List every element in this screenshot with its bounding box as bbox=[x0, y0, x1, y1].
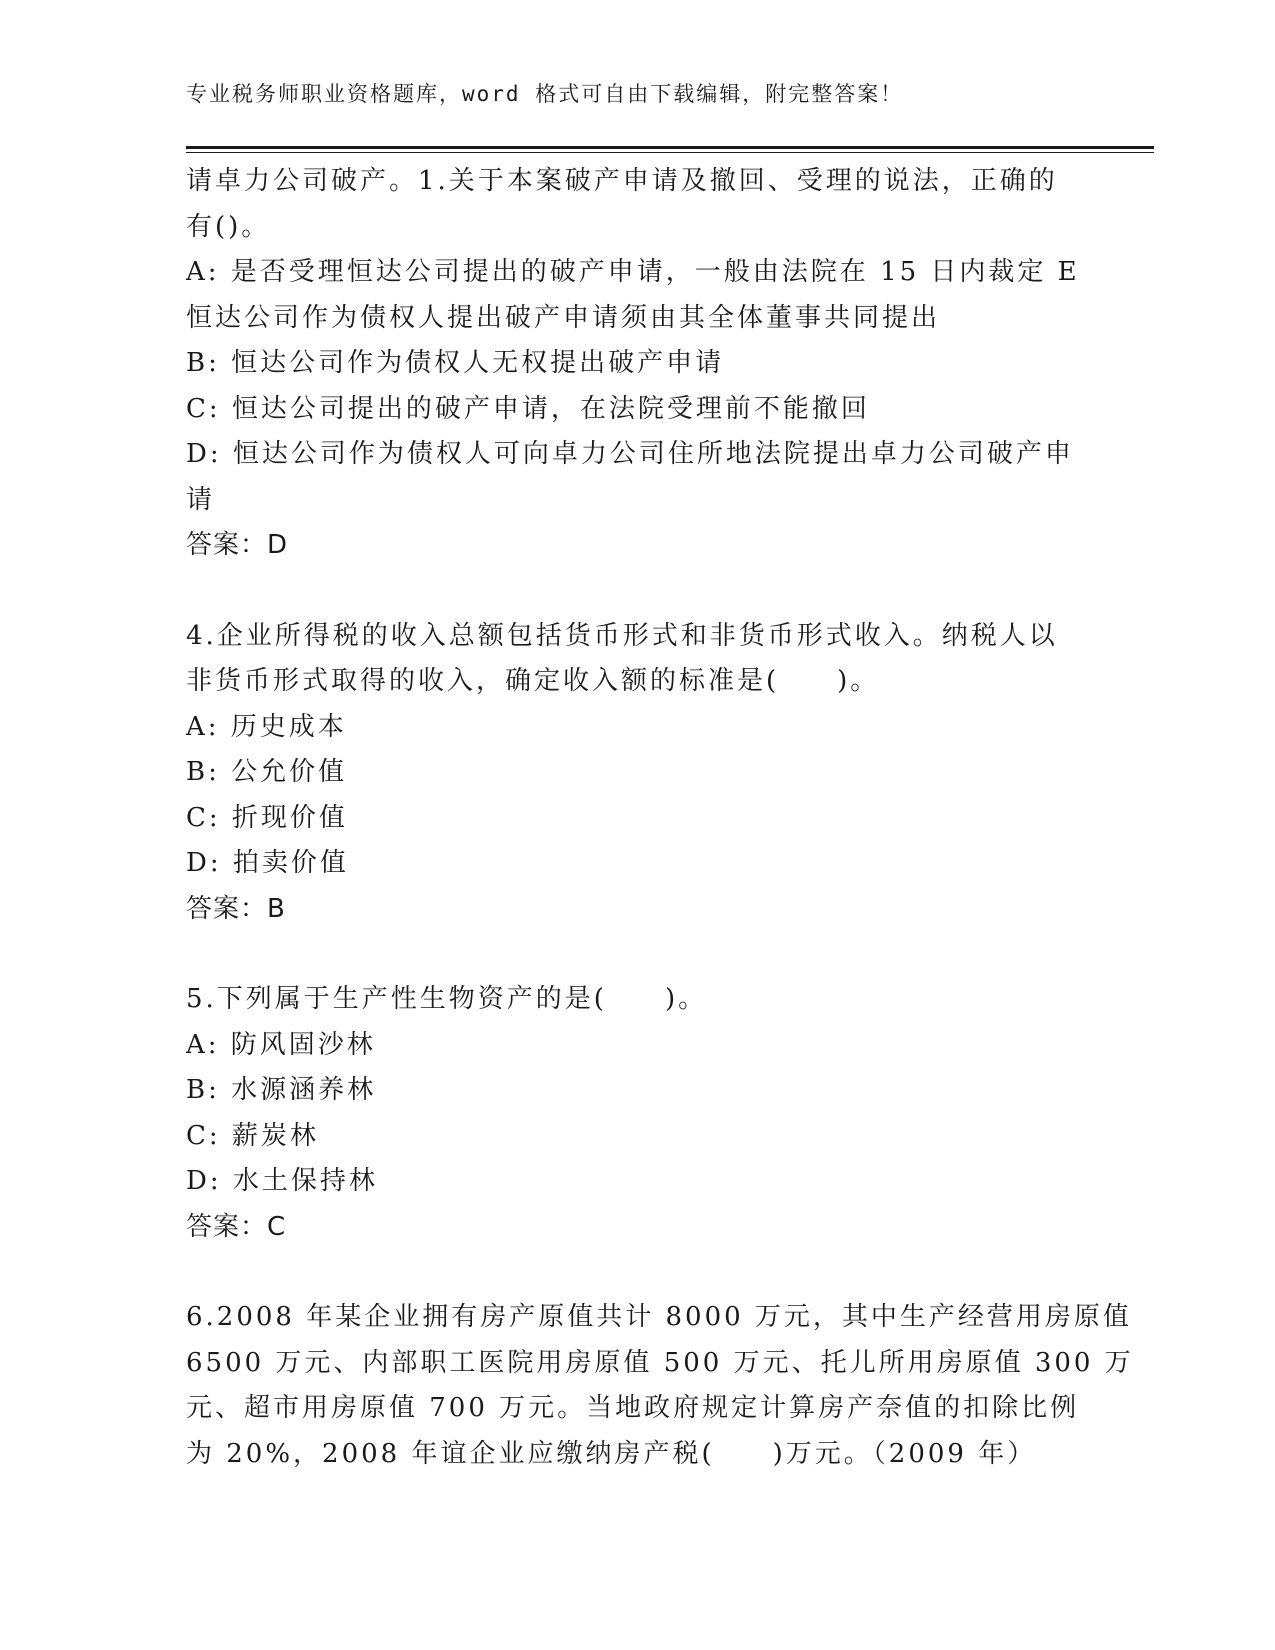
question-stem-line: 元、超市用房原值 700 万元。当地政府规定计算房产奈值的扣除比例 bbox=[186, 1393, 1080, 1423]
option-c: C: 薪炭林 bbox=[186, 1120, 319, 1151]
option-d: D: 恒达公司作为债权人可向卓力公司住所地法院提出卓力公司破产申 bbox=[186, 439, 1074, 469]
question-stem-line: 非货币形式取得的收入，确定收入额的标准是( )。 bbox=[186, 666, 880, 696]
option-a-continued: 恒达公司作为债权人提出破产申请须由其全体董事共同提出 bbox=[186, 302, 941, 333]
answer: 答案：D bbox=[186, 530, 289, 560]
question-stem-line: 为 20%，2008 年谊企业应缴纳房产税( )万元。（2009 年） bbox=[186, 1438, 1037, 1469]
document-content bbox=[186, 159, 1134, 1477]
option-a: A: 防风固沙林 bbox=[186, 1029, 376, 1060]
question-6 bbox=[186, 1295, 1134, 1477]
question-stem-line: 6.2008 年某企业拥有房产原值共计 8000 万元，其中生产经营用房原值 bbox=[186, 1302, 1132, 1332]
spacer bbox=[186, 1250, 1106, 1295]
question-3 bbox=[186, 159, 1106, 569]
spacer bbox=[186, 569, 1106, 614]
spacer bbox=[186, 932, 1106, 977]
answer: 答案：C bbox=[186, 1211, 287, 1242]
option-a: A: 是否受理恒达公司提出的破产申请，一般由法院在 15 日内裁定 E bbox=[186, 257, 1080, 287]
question-stem-line: 有()。 bbox=[186, 211, 271, 242]
question-stem-line: 6500 万元、内部职工医院用房原值 500 万元、托儿所用房原值 300 万 bbox=[186, 1347, 1134, 1378]
option-b: B: 公允价值 bbox=[186, 757, 348, 787]
option-d: D: 拍卖价值 bbox=[186, 848, 349, 878]
option-a: A: 历史成本 bbox=[186, 711, 347, 742]
option-b: B: 恒达公司作为债权人无权提出破产申请 bbox=[186, 348, 725, 378]
option-c: C: 折现价值 bbox=[186, 802, 348, 833]
question-stem-line: 请卓力公司破产。1.关于本案破产申请及撤回、受理的说法，正确的 bbox=[186, 166, 1058, 196]
header-rule-thick bbox=[186, 146, 1154, 149]
option-d-continued: 请 bbox=[186, 484, 216, 515]
page-header: 专业税务师职业资格题库，word 格式可自由下载编辑，附完整答案！ bbox=[186, 82, 904, 106]
header-rule-thin bbox=[186, 152, 1154, 153]
option-c: C: 恒达公司提出的破产申请，在法院受理前不能撤回 bbox=[186, 393, 870, 424]
option-b: B: 水源涵养林 bbox=[186, 1075, 377, 1105]
answer: 答案：B bbox=[186, 893, 286, 924]
question-stem-line: 5.下列属于生产性生物资产的是( )。 bbox=[186, 984, 708, 1014]
question-4 bbox=[186, 614, 1106, 933]
question-5 bbox=[186, 977, 1106, 1250]
question-stem-line: 4.企业所得税的收入总额包括货币形式和非货币形式收入。纳税人以 bbox=[186, 620, 1058, 651]
option-d: D: 水土保持林 bbox=[186, 1166, 378, 1196]
